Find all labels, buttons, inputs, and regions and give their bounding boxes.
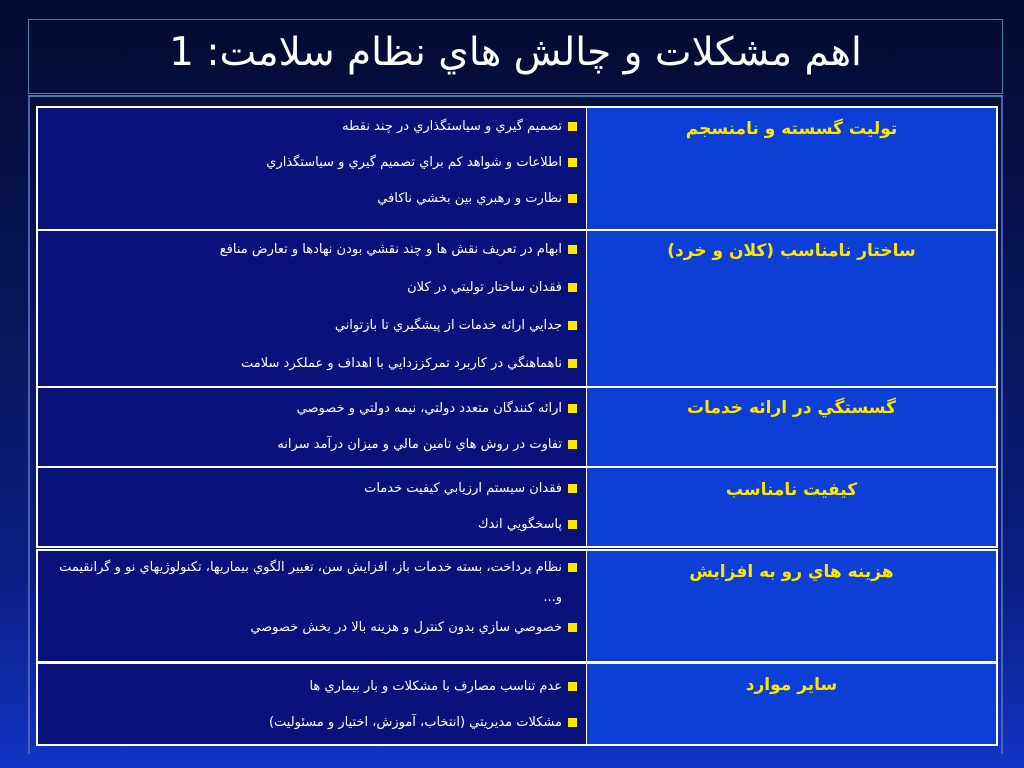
items-cell [38,388,588,466]
square-bullet-icon [568,194,577,203]
item-text: جدايي ارائه خدمات از پيشگيري تا بازتواني [334,318,562,333]
item-text: پاسخگويي اندك [477,517,562,532]
category-cell: ساختار نامناسب (كلان و خرد) [586,231,996,386]
item-text: خصوصي سازي بدون كنترل و هزينه بالا در بخش خصوصي [250,620,562,635]
items-cell [38,468,588,546]
list-item [52,516,577,533]
table-row [36,229,998,388]
list-item [52,241,577,258]
item-text: مشكلات مديريتي (انتخاب، آموزش، اختيار و مسئوليت) [268,715,562,730]
list-item [52,619,577,636]
item-text: ارائه كنندگان متعدد دولتي، نيمه دولتي و خصوصي [296,401,562,416]
item-text: فقدان سيستم ارزيابي كيفيت خدمات [364,481,562,496]
title-box [28,19,1003,94]
list-item [52,355,577,372]
item-text: نظام پرداخت، بسته خدمات باز، افزايش سن، تغيير الگوي بيماريها، تكنولوژيهاي نو و گرانقيمت و... [59,560,562,605]
item-text: تفاوت در روش هاي تامين مالي و ميزان درآمد سرانه [277,437,562,452]
square-bullet-icon [568,440,577,449]
item-text: ابهام در تعريف نقش ها و چند نقشي بودن نهادها و تعارض منافع [219,242,562,257]
items-cell [38,664,588,744]
list-item [52,118,577,135]
slide-title: اهم مشكلات و چالش هاي نظام سلامت: 1 [169,30,862,75]
category-cell: گسستگي در ارائه خدمات [586,388,996,466]
table-row [36,386,998,468]
square-bullet-icon [568,718,577,727]
table-row [36,662,998,746]
item-text: فقدان ساختار توليتي در كلان [407,280,562,295]
item-text: تصميم گيري و سياستگذاري در چند نقطه [342,119,562,134]
table-row [36,466,998,548]
list-item [52,317,577,334]
category-cell: ساير موارد [586,664,996,744]
square-bullet-icon [568,359,577,368]
frame-right-border [1001,97,1003,754]
list-item [52,436,577,453]
items-cell [38,551,588,661]
square-bullet-icon [568,563,577,572]
square-bullet-icon [568,484,577,493]
list-item [52,400,577,417]
list-item [52,190,577,207]
item-text: اطلاعات و شواهد كم براي تصميم گيري و سياستگذاري [266,155,562,170]
square-bullet-icon [568,682,577,691]
category-cell: توليت گسسته و نامنسجم [586,108,996,229]
items-cell [38,231,588,386]
square-bullet-icon [568,321,577,330]
table-row [36,549,998,663]
item-text: نظارت و رهبري بين بخشي ناكافي [377,191,562,206]
list-item [52,678,577,695]
item-text: ناهماهنگي در كاربرد تمركززدايي با اهداف و عملكرد سلامت [241,356,562,371]
title-underline [28,95,1003,97]
square-bullet-icon [568,520,577,529]
items-cell [38,108,588,229]
list-item [52,480,577,497]
list-item [52,279,577,296]
table-row [36,106,998,231]
square-bullet-icon [568,404,577,413]
list-item [52,553,577,613]
item-text: عدم تناسب مصارف با مشكلات و بار بيماري ها [309,679,562,694]
square-bullet-icon [568,122,577,131]
list-item [52,154,577,171]
square-bullet-icon [568,158,577,167]
frame-left-border [28,97,30,754]
square-bullet-icon [568,283,577,292]
square-bullet-icon [568,623,577,632]
list-item [52,714,577,731]
category-cell: هزينه هاي رو به افزايش [586,551,996,661]
square-bullet-icon [568,245,577,254]
category-cell: كيفيت نامناسب [586,468,996,546]
